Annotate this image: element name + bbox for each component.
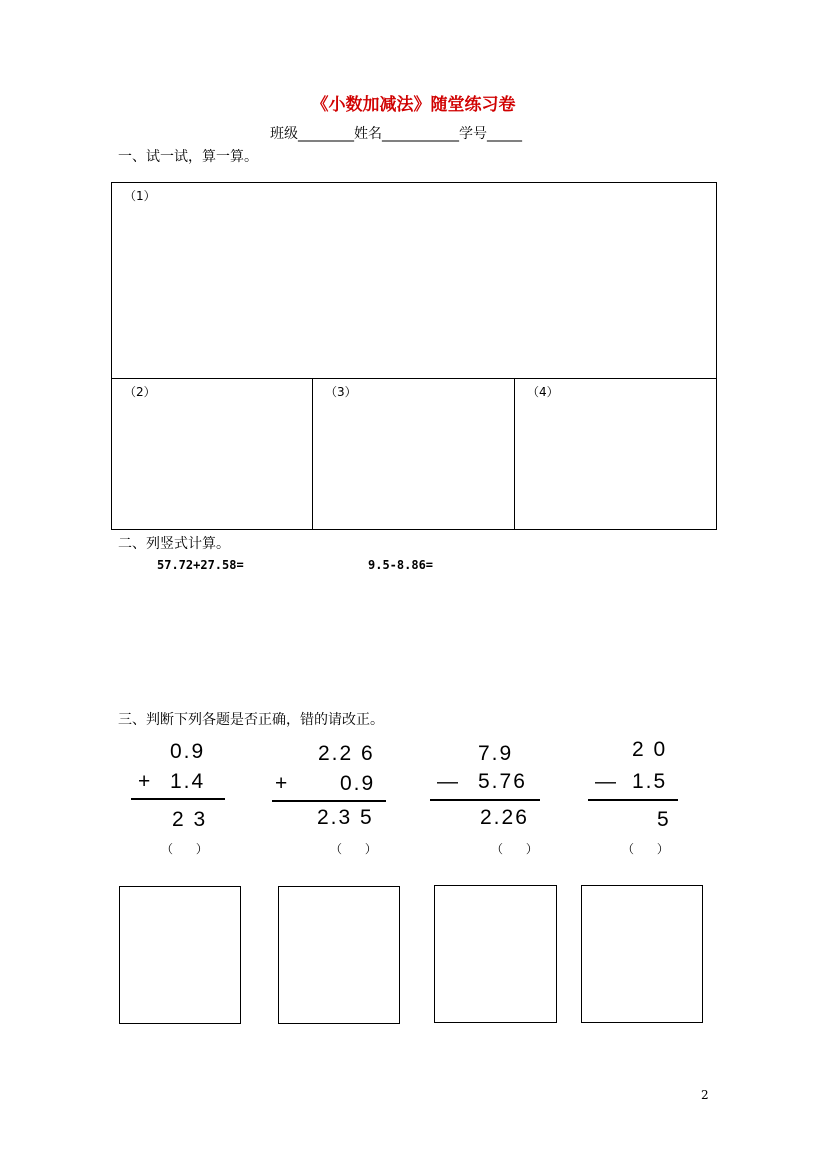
problem2-operator: + — [275, 772, 290, 795]
work-cell-4[interactable] — [514, 378, 717, 530]
page-title: 《小数加减法》随堂练习卷 — [311, 95, 516, 115]
problem3-result: 2.26 — [480, 806, 529, 829]
work-cell-1[interactable] — [111, 182, 717, 379]
problem2-result: 2.3 5 — [317, 806, 374, 829]
cell-label: （3） — [325, 385, 357, 399]
correction-box-3[interactable] — [434, 885, 557, 1023]
page-number: 2 — [701, 1088, 709, 1102]
problem1-answer-paren[interactable]: （ ） — [161, 842, 208, 856]
cell-label: （2） — [124, 385, 156, 399]
vertical-calc-problem-1: 57.72+27.58= — [157, 558, 244, 572]
work-cell-3[interactable] — [312, 378, 515, 530]
problem4-operator: — — [595, 770, 618, 793]
problem4-bottom: 1.5 — [632, 770, 668, 793]
work-cell-2[interactable] — [111, 378, 313, 530]
problem1-rule — [131, 798, 225, 800]
problem4-answer-paren[interactable]: （ ） — [622, 842, 669, 856]
student-info-line: 班级________姓名___________学号_____ — [270, 126, 522, 142]
problem3-top: 7.9 — [478, 742, 514, 765]
correction-box-4[interactable] — [581, 885, 703, 1023]
problem3-bottom: 5.76 — [478, 770, 527, 793]
cell-label: （4） — [527, 385, 559, 399]
correction-box-1[interactable] — [119, 886, 241, 1024]
problem1-result: 2 3 — [172, 808, 208, 831]
problem2-top: 2.2 6 — [318, 742, 375, 765]
section1-heading: 一、试一试，算一算。 — [118, 149, 258, 165]
cell-label: （1） — [124, 189, 156, 203]
problem2-rule — [272, 800, 386, 802]
problem1-top: 0.9 — [170, 740, 206, 763]
problem3-rule — [430, 799, 540, 801]
section3-heading: 三、判断下列各题是否正确，错的请改正。 — [118, 712, 384, 728]
problem4-result: 5 — [657, 808, 671, 831]
problem3-answer-paren[interactable]: （ ） — [491, 842, 538, 856]
problem4-rule — [588, 799, 678, 801]
problem1-operator: + — [138, 770, 153, 793]
problem2-bottom: 0.9 — [340, 772, 376, 795]
section2-heading: 二、列竖式计算。 — [118, 536, 230, 552]
correction-box-2[interactable] — [278, 886, 400, 1024]
problem2-answer-paren[interactable]: （ ） — [330, 842, 377, 856]
vertical-calc-problem-2: 9.5-8.86= — [368, 558, 434, 572]
problem1-bottom: 1.4 — [170, 770, 206, 793]
problem3-operator: — — [437, 770, 460, 793]
problem4-top: 2 0 — [632, 738, 668, 761]
